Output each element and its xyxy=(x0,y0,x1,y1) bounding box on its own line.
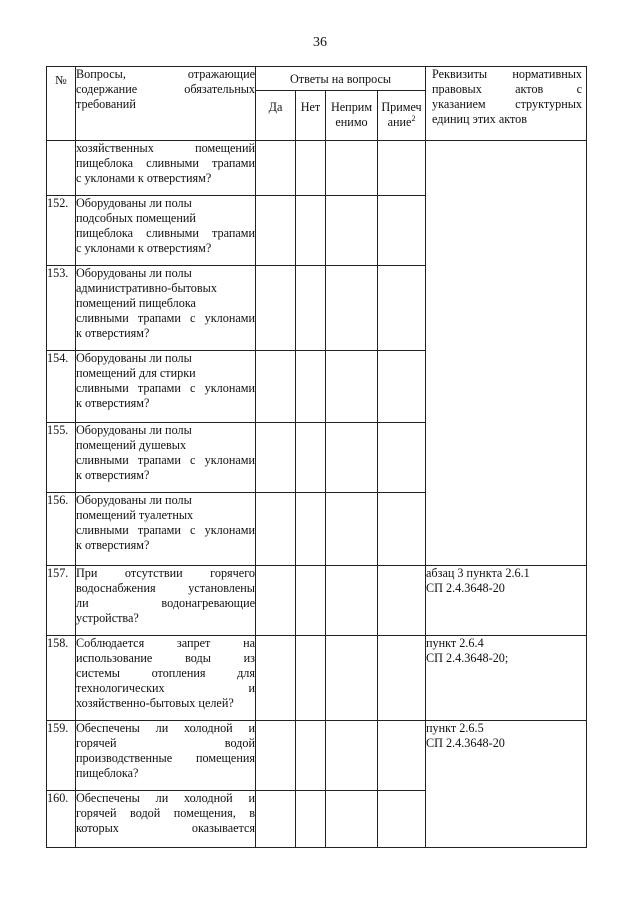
header-question xyxy=(76,67,256,141)
answer-note-cell[interactable] xyxy=(378,423,426,493)
question-line: хозяйственных помещений xyxy=(76,141,255,155)
question-line: Обеспечены ли холодной и xyxy=(76,791,255,805)
answer-na-cell[interactable] xyxy=(326,493,378,566)
answer-no-cell[interactable] xyxy=(296,196,326,266)
answer-no-cell[interactable] xyxy=(296,493,326,566)
header-requisites xyxy=(426,67,587,141)
footnote-mark: 2 xyxy=(411,113,416,123)
question-line: ли водонагревающие xyxy=(76,596,255,610)
answer-note-cell[interactable] xyxy=(378,721,426,791)
question-line: к отверстиям? xyxy=(76,396,150,410)
page-number: 36 xyxy=(313,35,327,50)
answer-yes-cell[interactable] xyxy=(256,721,296,791)
answer-note-cell[interactable] xyxy=(378,351,426,423)
answer-na-cell[interactable] xyxy=(326,636,378,721)
question-line: к отверстиям? xyxy=(76,468,150,482)
answer-note-cell[interactable] xyxy=(378,266,426,351)
row-number: 154. xyxy=(47,351,76,423)
row-number: 158. xyxy=(47,636,76,721)
answer-no-cell[interactable] xyxy=(296,566,326,636)
header-no: Нет xyxy=(296,91,326,141)
question-line: производственные помещения xyxy=(76,751,255,765)
question-line: помещений пищеблока xyxy=(76,296,196,310)
answer-na-cell[interactable] xyxy=(326,141,378,196)
requisite-line: пункт 2.6.4 xyxy=(426,636,484,650)
row-question xyxy=(76,423,256,493)
requisite-line: абзац 3 пункта 2.6.1 xyxy=(426,566,530,580)
question-line: горячей водой помещения, в xyxy=(76,806,255,820)
header-note xyxy=(378,91,426,141)
header-question-line: содержание обязательных xyxy=(76,82,255,96)
answer-note-cell[interactable] xyxy=(378,493,426,566)
answer-no-cell[interactable] xyxy=(296,351,326,423)
question-line: Оборудованы ли полы xyxy=(76,196,192,210)
requisites-cell xyxy=(426,141,587,566)
requisites-cell xyxy=(426,721,587,848)
row-number: 156. xyxy=(47,493,76,566)
answer-no-cell[interactable] xyxy=(296,636,326,721)
question-line: Оборудованы ли полы xyxy=(76,423,192,437)
requirements-checklist-table xyxy=(46,66,587,848)
answer-na-cell[interactable] xyxy=(326,566,378,636)
header-not-applicable xyxy=(326,91,378,141)
answer-yes-cell[interactable] xyxy=(256,493,296,566)
requisite-line: СП 2.4.3648-20 xyxy=(426,581,505,595)
question-line: водоснабжения установлены xyxy=(76,581,255,595)
question-line: с уклонами к отверстиям? xyxy=(76,171,212,185)
answer-no-cell[interactable] xyxy=(296,791,326,848)
answer-na-cell[interactable] xyxy=(326,721,378,791)
question-line: подсобных помещений xyxy=(76,211,196,225)
answer-na-cell[interactable] xyxy=(326,423,378,493)
table-row xyxy=(47,141,587,196)
answer-yes-cell[interactable] xyxy=(256,351,296,423)
requisites-cell xyxy=(426,636,587,721)
answer-yes-cell[interactable] xyxy=(256,566,296,636)
table-row xyxy=(47,721,587,791)
header-note-line: Примеч xyxy=(381,100,422,114)
answer-yes-cell[interactable] xyxy=(256,423,296,493)
question-line: технологических и xyxy=(76,681,255,695)
answer-na-cell[interactable] xyxy=(326,351,378,423)
row-question xyxy=(76,721,256,791)
answer-yes-cell[interactable] xyxy=(256,266,296,351)
header-requisites-line: Реквизиты нормативных xyxy=(432,67,583,81)
answer-yes-cell[interactable] xyxy=(256,636,296,721)
row-number: 152. xyxy=(47,196,76,266)
row-question xyxy=(76,636,256,721)
question-line: пищеблока? xyxy=(76,766,139,780)
answer-note-cell[interactable] xyxy=(378,566,426,636)
question-line: сливными трапами с уклонами xyxy=(76,453,255,467)
requisites-cell xyxy=(426,566,587,636)
header-requisites-line: правовых актов с xyxy=(432,82,583,96)
question-line: пищеблока сливными трапами xyxy=(76,156,255,170)
question-line: Оборудованы ли полы xyxy=(76,351,192,365)
requisite-line: пункт 2.6.5 xyxy=(426,721,484,735)
row-question xyxy=(76,351,256,423)
row-question xyxy=(76,566,256,636)
row-number xyxy=(47,141,76,196)
question-line: сливными трапами с уклонами xyxy=(76,523,255,537)
row-number: 157. xyxy=(47,566,76,636)
question-line: использование воды из xyxy=(76,651,255,665)
header-note-line: ание xyxy=(387,115,412,129)
question-line: к отверстиям? xyxy=(76,538,150,552)
row-number: 153. xyxy=(47,266,76,351)
question-line: помещений для стирки xyxy=(76,366,196,380)
answer-no-cell[interactable] xyxy=(296,721,326,791)
row-question xyxy=(76,266,256,351)
answer-no-cell[interactable] xyxy=(296,266,326,351)
question-line: сливными трапами с уклонами xyxy=(76,381,255,395)
question-line: сливными трапами с уклонами xyxy=(76,311,255,325)
question-line: Соблюдается запрет на xyxy=(76,636,255,650)
row-number: 159. xyxy=(47,721,76,791)
header-question-line: Вопросы, отражающие xyxy=(76,67,255,81)
header-question-line: требований xyxy=(76,97,136,111)
question-line: к отверстиям? xyxy=(76,326,150,340)
header-na-line: енимо xyxy=(335,115,368,129)
answer-yes-cell[interactable] xyxy=(256,196,296,266)
answer-note-cell[interactable] xyxy=(378,636,426,721)
table-row xyxy=(47,636,587,721)
header-num: № xyxy=(47,67,76,141)
question-line: пищеблока сливными трапами xyxy=(76,226,255,240)
header-na-line: Неприм xyxy=(330,100,373,114)
question-line: Оборудованы ли полы xyxy=(76,493,192,507)
answer-no-cell[interactable] xyxy=(296,141,326,196)
question-line: системы отопления для xyxy=(76,666,255,680)
row-question xyxy=(76,493,256,566)
answer-yes-cell[interactable] xyxy=(256,141,296,196)
answer-note-cell[interactable] xyxy=(378,196,426,266)
question-line: Оборудованы ли полы xyxy=(76,266,192,280)
answer-yes-cell[interactable] xyxy=(256,791,296,848)
table-row xyxy=(47,566,587,636)
row-number: 155. xyxy=(47,423,76,493)
row-question xyxy=(76,141,256,196)
header-requisites-line: единиц этих актов xyxy=(432,112,528,126)
requisite-line: СП 2.4.3648-20 xyxy=(426,736,505,750)
question-line: горячей водой xyxy=(76,736,255,750)
question-line: которых оказывается xyxy=(76,821,255,835)
answer-na-cell[interactable] xyxy=(326,196,378,266)
question-line: с уклонами к отверстиям? xyxy=(76,241,212,255)
requisite-line: СП 2.4.3648-20; xyxy=(426,651,509,665)
question-line: хозяйственно-бытовых целей? xyxy=(76,696,234,710)
answer-na-cell[interactable] xyxy=(326,266,378,351)
header-answers: Ответы на вопросы xyxy=(256,67,426,91)
question-line: Обеспечены ли холодной и xyxy=(76,721,255,735)
row-number: 160. xyxy=(47,791,76,848)
row-question xyxy=(76,791,256,848)
answer-no-cell[interactable] xyxy=(296,423,326,493)
row-question xyxy=(76,196,256,266)
header-row-1 xyxy=(47,67,587,91)
question-line: устройства? xyxy=(76,611,139,625)
question-line: помещений туалетных xyxy=(76,508,194,522)
header-yes: Да xyxy=(256,91,296,141)
answer-note-cell[interactable] xyxy=(378,141,426,196)
answer-note-cell[interactable] xyxy=(378,791,426,848)
header-requisites-line: указанием структурных xyxy=(432,97,583,111)
question-line: При отсутствии горячего xyxy=(76,566,255,580)
question-line: административно-бытовых xyxy=(76,281,217,295)
question-line: помещений душевых xyxy=(76,438,187,452)
answer-na-cell[interactable] xyxy=(326,791,378,848)
